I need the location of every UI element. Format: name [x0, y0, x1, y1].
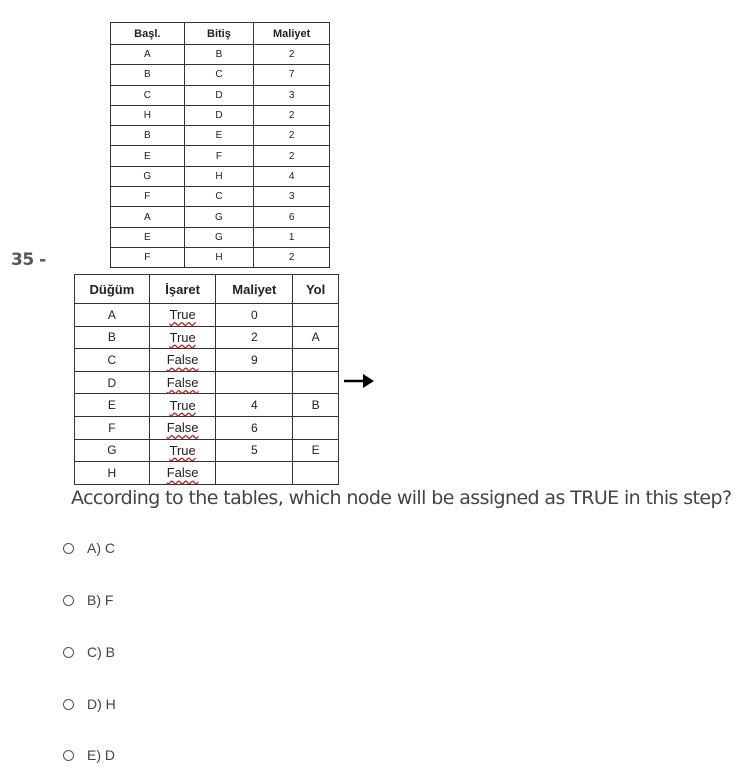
header-cost: Maliyet — [216, 275, 293, 304]
node-cell: H — [75, 462, 150, 485]
answer-option-label: D) H — [87, 696, 116, 712]
edge-start-cell: A — [111, 207, 185, 227]
node-cell: D — [75, 371, 150, 394]
header-start: Başl. — [111, 23, 185, 45]
answer-option-label: A) C — [87, 540, 115, 556]
question-text: According to the tables, which node will be assigned as TRUE in this step? — [71, 487, 732, 509]
path-cell: A — [293, 326, 339, 349]
radio-button[interactable] — [63, 595, 74, 606]
path-cell: B — [293, 394, 339, 417]
radio-button[interactable] — [63, 647, 74, 658]
state-row — [75, 349, 339, 372]
edge-cost-cell: 2 — [254, 247, 330, 267]
state-row — [75, 416, 339, 439]
question-number: 35 - — [11, 250, 46, 270]
edge-cost-cell: 2 — [254, 126, 330, 146]
node-cell: E — [75, 394, 150, 417]
edge-start-cell: E — [111, 146, 185, 166]
edge-row — [111, 126, 330, 146]
edge-start-cell: A — [111, 45, 185, 65]
edge-cost-cell: 2 — [254, 146, 330, 166]
state-row — [75, 326, 339, 349]
edge-end-cell: B — [184, 45, 254, 65]
edge-end-cell: G — [184, 227, 254, 247]
path-cell: E — [293, 439, 339, 462]
node-cell: A — [75, 304, 150, 327]
edge-row — [111, 45, 330, 65]
edge-cost-cell: 3 — [254, 187, 330, 207]
node-cell: B — [75, 326, 150, 349]
cost-cell: 2 — [216, 326, 293, 349]
mark-cell: False — [149, 416, 216, 439]
edge-row — [111, 207, 330, 227]
answer-option[interactable] — [63, 540, 115, 556]
edge-start-cell: G — [111, 166, 185, 186]
state-row — [75, 371, 339, 394]
answer-option[interactable] — [63, 644, 115, 660]
edge-start-cell: F — [111, 187, 185, 207]
radio-button[interactable] — [63, 543, 74, 554]
radio-button[interactable] — [63, 699, 74, 710]
cost-cell — [216, 462, 293, 485]
node-cell: F — [75, 416, 150, 439]
cost-cell — [216, 371, 293, 394]
edge-end-cell: H — [184, 247, 254, 267]
state-row — [75, 394, 339, 417]
edge-end-cell: D — [184, 85, 254, 105]
edge-cost-cell: 1 — [254, 227, 330, 247]
edge-end-cell: C — [184, 65, 254, 85]
edge-start-cell: B — [111, 126, 185, 146]
cost-cell: 0 — [216, 304, 293, 327]
header-mark: İşaret — [149, 275, 216, 304]
arrow-right-icon — [343, 372, 375, 390]
path-cell — [293, 416, 339, 439]
edges-header-row — [111, 23, 330, 45]
mark-cell: False — [149, 371, 216, 394]
edge-row — [111, 247, 330, 267]
edge-row — [111, 187, 330, 207]
radio-button[interactable] — [63, 750, 74, 761]
cost-cell: 9 — [216, 349, 293, 372]
edge-row — [111, 105, 330, 125]
edge-start-cell: C — [111, 85, 185, 105]
state-row — [75, 439, 339, 462]
edge-end-cell: D — [184, 105, 254, 125]
edges-table — [110, 22, 330, 268]
edge-cost-cell: 7 — [254, 65, 330, 85]
edge-start-cell: F — [111, 247, 185, 267]
edge-end-cell: H — [184, 166, 254, 186]
edge-row — [111, 85, 330, 105]
edge-row — [111, 146, 330, 166]
cost-cell: 6 — [216, 416, 293, 439]
mark-cell: True — [149, 439, 216, 462]
cost-cell: 4 — [216, 394, 293, 417]
path-cell — [293, 304, 339, 327]
edge-end-cell: E — [184, 126, 254, 146]
header-node: Düğüm — [75, 275, 150, 304]
node-cell: G — [75, 439, 150, 462]
mark-cell: True — [149, 394, 216, 417]
state-row — [75, 304, 339, 327]
edge-row — [111, 65, 330, 85]
answer-option[interactable] — [63, 592, 113, 608]
edge-end-cell: G — [184, 207, 254, 227]
header-end: Bitiş — [184, 23, 254, 45]
edge-cost-cell: 2 — [254, 45, 330, 65]
answer-option[interactable] — [63, 747, 115, 763]
state-row — [75, 462, 339, 485]
path-cell — [293, 349, 339, 372]
edge-cost-cell: 6 — [254, 207, 330, 227]
edge-end-cell: F — [184, 146, 254, 166]
mark-cell: True — [149, 326, 216, 349]
answer-option[interactable] — [63, 696, 116, 712]
edge-start-cell: B — [111, 65, 185, 85]
answer-option-label: E) D — [87, 747, 115, 763]
mark-cell: False — [149, 462, 216, 485]
edge-end-cell: C — [184, 187, 254, 207]
path-cell — [293, 371, 339, 394]
edge-start-cell: H — [111, 105, 185, 125]
edge-cost-cell: 2 — [254, 105, 330, 125]
state-table — [74, 274, 339, 485]
path-cell — [293, 462, 339, 485]
header-path: Yol — [293, 275, 339, 304]
node-cell: C — [75, 349, 150, 372]
edge-row — [111, 166, 330, 186]
state-header-row — [75, 275, 339, 304]
edge-cost-cell: 4 — [254, 166, 330, 186]
cost-cell: 5 — [216, 439, 293, 462]
header-cost: Maliyet — [254, 23, 330, 45]
answer-option-label: C) B — [87, 644, 115, 660]
answer-option-label: B) F — [87, 592, 114, 608]
mark-cell: False — [149, 349, 216, 372]
mark-cell: True — [149, 304, 216, 327]
edge-start-cell: E — [111, 227, 185, 247]
edge-row — [111, 227, 330, 247]
edge-cost-cell: 3 — [254, 85, 330, 105]
